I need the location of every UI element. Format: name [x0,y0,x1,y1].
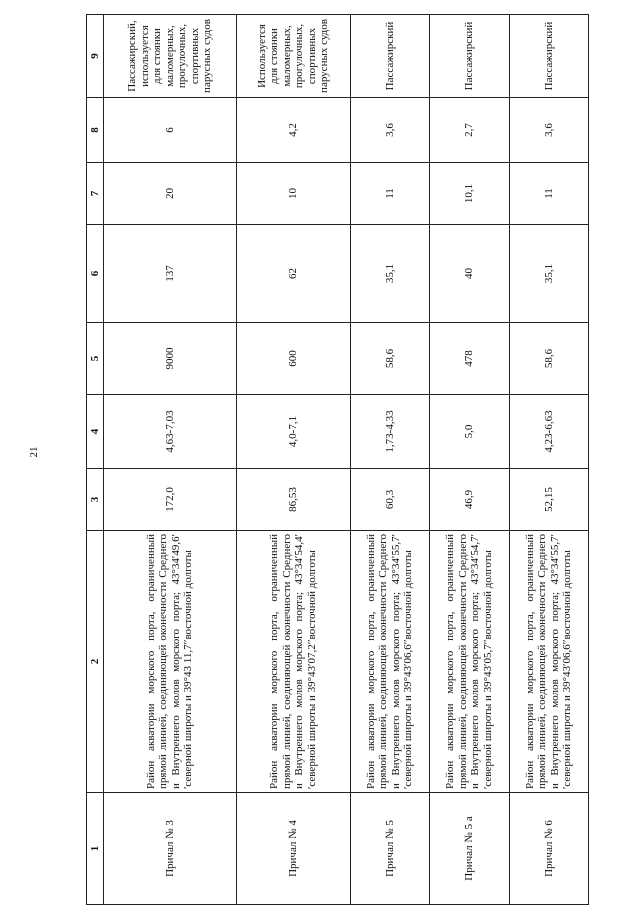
table-row [350,15,429,905]
column-header-4: 4 [87,395,104,469]
value-cell-6: 40 [430,225,509,323]
value-cell-8: 3,6 [509,98,588,163]
value-cell-5: 58,6 [509,323,588,395]
page-number: 21 [28,446,40,458]
value-cell-4: 4,63-7,03 [104,395,237,469]
location-cell: Район акватории морского порта, ограниченный прямой линией, соединяющей оконечности Среднего и Внутреннего молов морского порта; 43°34′55,7′′северной широты и 39°43′06,6′′восточной долготы [509,531,588,793]
value-cell-8: 2,7 [430,98,509,163]
value-cell-8: 6 [104,98,237,163]
usage-cell: Используется для стоянки маломерных, прогулочных, спортивных парусных судов [236,15,350,98]
value-cell-4: 4,23-6,63 [509,395,588,469]
value-cell-8: 4,2 [236,98,350,163]
column-header-6: 6 [87,225,104,323]
table-row [509,15,588,905]
value-cell-5: 58,6 [350,323,429,395]
column-header-7: 7 [87,163,104,225]
value-cell-5: 600 [236,323,350,395]
header-row [87,15,104,905]
pier-name: Причал № 6 [509,793,588,905]
column-header-5: 5 [87,323,104,395]
location-cell: Район акватории морского порта, ограниченный прямой линией, соединяющей оконечности Среднего и Внутреннего молов морского порта; 43°34′49,6′′северной широты и 39°43 11,7′′восточной долготы [104,531,237,793]
pier-name: Причал № 5 а [430,793,509,905]
value-cell-7: 11 [350,163,429,225]
table-row [236,15,350,905]
location-cell: Район акватории морского порта, ограниченный прямой линией, соединяющей оконечности Среднего и Внутреннего молов морского порта; 43°34′55,7′′северной широты и 39°43′06,6′′восточной долготы [350,531,429,793]
pier-name: Причал № 4 [236,793,350,905]
value-cell-3: 86,53 [236,469,350,531]
value-cell-4: 1,73-4,33 [350,395,429,469]
pier-name: Причал № 5 [350,793,429,905]
location-cell: Район акватории морского порта, ограниченный прямой линией, соединяющей оконечности Среднего и Внутреннего молов морского порта; 43°34′54,7′′северной широты и 39°43′05,7′′восточной долготы [430,531,509,793]
value-cell-3: 172,0 [104,469,237,531]
usage-cell: Пассажирский [350,15,429,98]
value-cell-7: 11 [509,163,588,225]
value-cell-6: 62 [236,225,350,323]
column-header-8: 8 [87,98,104,163]
location-cell: Район акватории морского порта, ограниченный прямой линией, соединяющей оконечности Среднего и Внутреннего молов морского порта; 43°34′54,4′′северной широты и 39°43′07,2′′восточной долготы [236,531,350,793]
value-cell-4: 5,0 [430,395,509,469]
pier-table [86,14,589,905]
column-header-3: 3 [87,469,104,531]
column-header-9: 9 [87,15,104,98]
table-row [104,15,237,905]
usage-cell: Пассажирский, используется для стоянки маломерных, прогулочных, спортивных парусных судов [104,15,237,98]
column-header-2: 2 [87,531,104,793]
pier-name: Причал № 3 [104,793,237,905]
value-cell-3: 60,3 [350,469,429,531]
value-cell-7: 10,1 [430,163,509,225]
value-cell-7: 20 [104,163,237,225]
value-cell-3: 52,15 [509,469,588,531]
value-cell-5: 9000 [104,323,237,395]
usage-cell: Пассажирский [509,15,588,98]
table-row [430,15,509,905]
usage-cell: Пассажирский [430,15,509,98]
column-header-1: 1 [87,793,104,905]
value-cell-7: 10 [236,163,350,225]
value-cell-6: 137 [104,225,237,323]
value-cell-6: 35,1 [509,225,588,323]
value-cell-5: 478 [430,323,509,395]
value-cell-3: 46,9 [430,469,509,531]
value-cell-6: 35,1 [350,225,429,323]
value-cell-8: 3,6 [350,98,429,163]
value-cell-4: 4,0-7,1 [236,395,350,469]
rotated-table-container [86,15,589,905]
